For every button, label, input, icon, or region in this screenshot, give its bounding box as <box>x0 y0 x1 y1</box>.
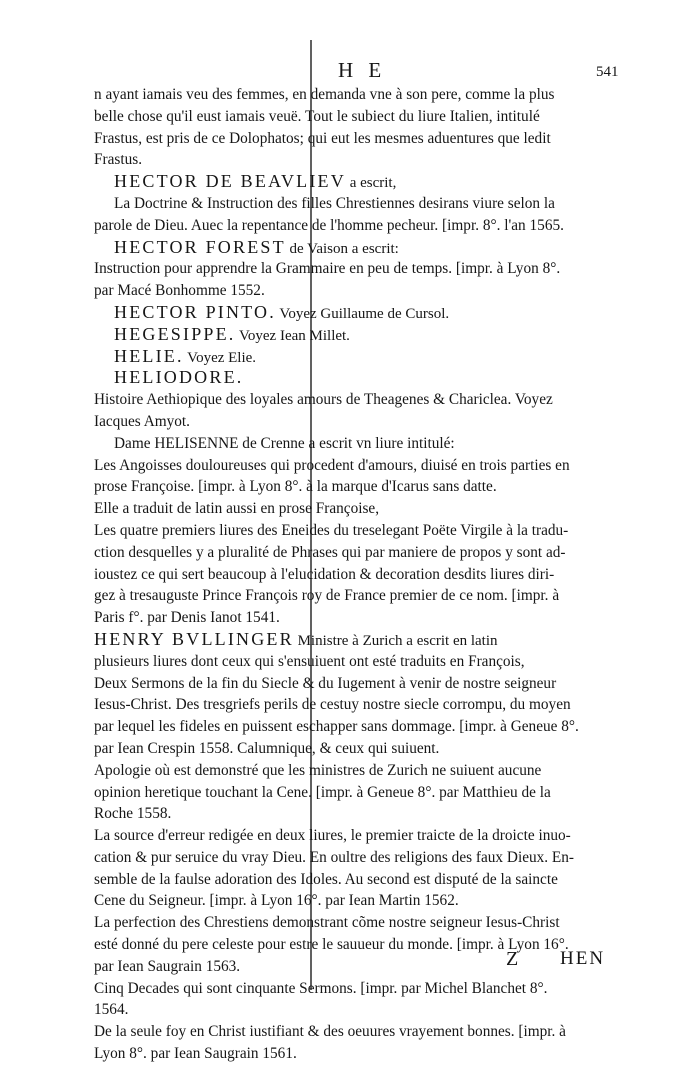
line-text: esté donné du pere celeste pour estre le sauueur du monde. [impr. à Lyon 16°. <box>94 936 569 954</box>
line-text: Frastus. <box>94 151 143 169</box>
page-number: 541 <box>596 64 619 80</box>
catchword: HEN <box>560 948 606 969</box>
text-line <box>90 760 630 782</box>
line-text: Lyon 8°. par Iean Saugrain 1561. <box>94 1045 297 1063</box>
text-line <box>90 106 630 128</box>
page-footer <box>0 948 696 978</box>
line-text: La Doctrine & Instruction des filles Chrestiennes desirans viure selon la <box>114 194 555 212</box>
text-line <box>90 673 630 695</box>
line-text: 1564. <box>94 1001 129 1019</box>
line-text: n ayant iamais veu des femmes, en demanda vne à son pere, comme la plus <box>94 86 555 103</box>
text-line <box>90 302 630 324</box>
text-line <box>90 912 630 934</box>
line-text: HELIE. <box>114 345 184 366</box>
text-line <box>90 542 630 564</box>
line-text: ction desquelles y a pluralité de Phrases qui par maniere de propos y sont ad- <box>94 543 566 561</box>
text-line <box>90 149 630 171</box>
text-line <box>90 694 630 716</box>
line-text: HELIODORE. <box>114 367 244 388</box>
line-text: Roche 1558. <box>94 805 172 823</box>
line-text: Iesus-Christ. Des tresgriefs perils de cestuy nostre siecle corrompu, du moyen <box>94 696 571 714</box>
line-text: Elle a traduit de latin aussi en prose Françoise, <box>94 500 380 518</box>
text-line <box>90 367 630 389</box>
text-line <box>90 237 630 259</box>
line-text: Frastus, est pris de ce Dolophatos; qui eut les mesmes aduentures que ledit <box>94 129 551 147</box>
text-line <box>90 498 630 520</box>
text-line <box>90 585 630 607</box>
line-text: Instruction pour apprendre la Grammaire en peu de temps. [impr. à Lyon 8°. <box>94 260 561 278</box>
line-text: La perfection des Chrestiens demonstrant cõme nostre seigneur Iesus-Christ <box>94 914 560 932</box>
text-line <box>90 455 630 477</box>
text-line <box>90 847 630 869</box>
text-line <box>90 476 630 498</box>
text-line <box>90 433 630 455</box>
line-text: par Iean Crespin 1558. Calumnique, & ceux qui suiuent. <box>94 739 440 757</box>
text-line <box>90 346 630 368</box>
line-text: plusieurs liures dont ceux qui s'ensuiuent ont esté traduits en François, <box>94 652 525 670</box>
text-line <box>90 803 630 825</box>
line-text: gez à tresauguste Prince François roy de France premier de ce nom. [impr. à <box>94 587 560 605</box>
text-line <box>90 193 630 215</box>
text-line <box>90 215 630 237</box>
line-rest-text: a escrit, <box>345 175 397 192</box>
line-text: Iacques Amyot. <box>94 412 191 430</box>
page-body <box>90 84 630 1065</box>
line-text: Dame HELISENNE de Crenne a escrit vn liure intitulé: <box>114 434 455 452</box>
text-line <box>90 782 630 804</box>
line-text: Les quatre premiers liures des Eneides du treselegant Poëte Virgile à la tradu- <box>94 521 569 539</box>
line-text: HENRY BVLLINGER <box>94 628 294 649</box>
line-text: Cene du Seigneur. [impr. à Lyon 16°. par Iean Martin 1562. <box>94 892 459 910</box>
text-line <box>90 520 630 542</box>
line-text: HECTOR PINTO. <box>114 301 276 322</box>
text-line <box>90 978 630 1000</box>
line-text: semble de la faulse adoration des Idoles. Au second est disputé de la saincte <box>94 870 558 888</box>
text-line <box>90 738 630 760</box>
text-line <box>90 1021 630 1043</box>
text-line <box>90 411 630 433</box>
line-text: Cinq Decades qui sont cinquante Sermons. [impr. par Michel Blanchet 8°. <box>94 979 548 997</box>
line-rest-text: Voyez Elie. <box>183 349 257 366</box>
line-text: Histoire Aethiopique des loyales amours de Theagenes & Chariclea. Voyez <box>94 391 553 409</box>
line-text: par Iean Saugrain 1563. <box>94 957 241 975</box>
line-text: De la seule foy en Christ iustifiant & des oeuures vrayement bonnes. [impr. à <box>94 1023 566 1041</box>
text-line <box>90 389 630 411</box>
text-line <box>90 258 630 280</box>
page-header <box>0 58 696 86</box>
line-rest-text: Voyez Iean Millet. <box>235 327 350 344</box>
line-text: HECTOR FOREST <box>114 236 286 257</box>
text-line <box>90 564 630 586</box>
line-text: ioustez ce qui sert beaucoup à l'elucidation & decoration desdits liures diri- <box>94 565 555 583</box>
line-rest-text: Ministre à Zurich a escrit en latin <box>293 632 498 649</box>
text-line <box>90 651 630 673</box>
line-text: parole de Dieu. Auec la repentance de l'homme pecheur. [impr. 8°. l'an 1565. <box>94 216 564 234</box>
text-line <box>90 890 630 912</box>
line-text: HECTOR DE BEAVLIEV <box>114 171 346 192</box>
line-text: La source d'erreur redigée en deux liures, le premier traicte de la droicte inuo- <box>94 827 571 845</box>
signature-mark: Z <box>506 948 519 970</box>
line-text: opinion heretique touchant la Cene. [impr. à Geneue 8°. par Matthieu de la <box>94 783 551 801</box>
text-line <box>90 1043 630 1065</box>
text-line <box>90 999 630 1021</box>
text-line <box>90 128 630 150</box>
line-text: belle chose qu'il eust iamais veuë. Tout le subiect du liure Italien, intitulé <box>94 107 540 125</box>
line-text: Les Angoisses douloureuses qui procedent d'amours, diuisé en trois parties en <box>94 456 570 474</box>
text-line <box>90 869 630 891</box>
line-rest-text: Voyez Guillaume de Cursol. <box>275 305 450 322</box>
line-text: HEGESIPPE. <box>114 323 236 344</box>
text-line <box>90 607 630 629</box>
line-text: Paris f°. par Denis Ianot 1541. <box>94 609 280 627</box>
line-text: par lequel les fideles en puissent eschapper sans dommage. [impr. à Geneue 8°. <box>94 718 579 736</box>
text-line <box>90 84 630 106</box>
text-line <box>90 629 630 651</box>
line-text: Apologie où est demonstré que les ministres de Zurich ne suiuent aucune <box>94 761 542 779</box>
line-rest-text: de Vaison a escrit: <box>285 240 399 257</box>
line-text: par Macé Bonhomme 1552. <box>94 282 265 300</box>
text-line <box>90 280 630 302</box>
running-head: H E <box>338 58 387 82</box>
text-line <box>90 716 630 738</box>
text-line <box>90 171 630 193</box>
line-text: Deux Sermons de la fin du Siecle & du Iugement à venir de nostre seigneur <box>94 674 557 692</box>
text-line <box>90 825 630 847</box>
line-text: cation & pur seruice du vray Dieu. En oultre des religions des faux Dieux. En- <box>94 848 575 866</box>
line-text: prose Françoise. [impr. à Lyon 8°. à la marque d'Icarus sans datte. <box>94 478 497 496</box>
text-line <box>90 324 630 346</box>
